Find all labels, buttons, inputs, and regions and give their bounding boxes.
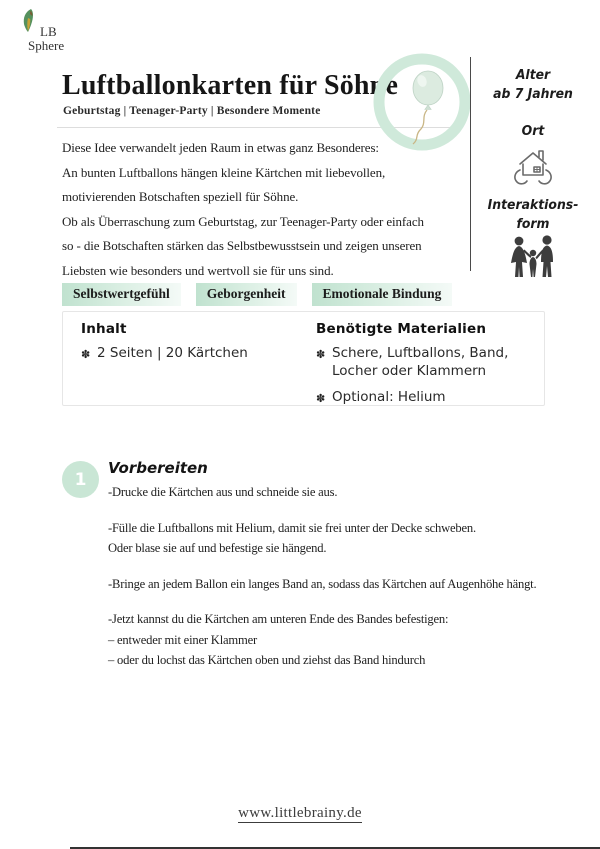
- bird-feather-icon: [20, 8, 40, 34]
- step-paragraph: [108, 574, 594, 595]
- asterisk-bullet-icon: ✽: [316, 348, 326, 361]
- page-subtitle: Geburtstag | Teenager-Party | Besondere Momente: [63, 105, 321, 117]
- interaction-label-line2: form: [516, 216, 550, 232]
- step-number-badge: 1: [62, 461, 99, 498]
- step-paragraph: [108, 609, 594, 671]
- asterisk-bullet-icon: ✽: [316, 392, 326, 405]
- materialien-item-text: Schere, Luftballons, Band, Locher oder Klammern: [332, 345, 509, 379]
- info-box-content-column: [81, 321, 306, 372]
- age-block: [474, 66, 592, 104]
- tag-chip-row: [62, 283, 452, 306]
- step-line: -Fülle die Luftballons mit Helium, damit sie frei unter der Decke schweben.: [108, 520, 476, 535]
- sidebar-divider: [470, 57, 471, 271]
- tag-emotionale-bindung: Emotionale Bindung: [312, 283, 453, 306]
- interaction-block: [474, 196, 592, 234]
- age-value: ab 7 Jahren: [493, 86, 573, 102]
- family-icon: [507, 234, 559, 288]
- inhalt-item: [81, 344, 306, 364]
- inhalt-item-text: 2 Seiten | 20 Kärtchen: [97, 345, 248, 361]
- ort-label: Ort: [521, 123, 545, 139]
- intro-line: An bunten Luftballons hängen kleine Kärtchen mit liebevollen,: [62, 164, 386, 180]
- step-line: -Drucke die Kärtchen aus und schneide sie aus.: [108, 485, 338, 499]
- info-box: [62, 311, 545, 406]
- page-title: Luftballonkarten für Söhne: [62, 70, 399, 101]
- materialien-heading: Benötigte Materialien: [316, 321, 487, 337]
- footer-link[interactable]: www.littlebrainy.de: [238, 805, 362, 821]
- tag-selbstwertgefuehl: Selbstwertgefühl: [62, 283, 181, 306]
- tag-geborgenheit: Geborgenheit: [196, 283, 297, 306]
- step-line: – oder du lochst das Kärtchen oben und ziehst das Band hindurch: [108, 653, 426, 667]
- inhalt-heading: Inhalt: [81, 321, 127, 337]
- step-line: -Jetzt kannst du die Kärtchen am unteren Ende des Bandes befestigen:: [108, 612, 449, 626]
- materialien-item-text: Optional: Helium: [332, 389, 446, 405]
- house-in-hands-icon: [509, 144, 557, 196]
- interaction-label-line1: Interaktions-: [487, 197, 579, 213]
- step-body: [108, 459, 594, 686]
- intro-line: motivierenden Botschaften speziell für Söhne.: [62, 189, 299, 204]
- step-line: -Bringe an jedem Ballon ein langes Band an, sodass das Kärtchen auf Augenhöhe hängt.: [108, 576, 537, 591]
- materialien-item: [316, 388, 534, 408]
- step-paragraph: [108, 482, 594, 503]
- logo-text-sphere: Sphere: [28, 38, 65, 53]
- age-label: Alter: [515, 67, 551, 83]
- step-paragraph: [108, 518, 594, 559]
- step-title: Vorbereiten: [108, 459, 208, 477]
- intro-paragraph: [62, 136, 424, 283]
- intro-line: Ob als Überraschung zum Geburtstag, zur Teenager-Party oder einfach: [62, 213, 424, 229]
- logo-text-lb: LB: [40, 24, 57, 39]
- footer: [0, 804, 600, 822]
- asterisk-bullet-icon: ✽: [81, 348, 91, 361]
- logo: [16, 8, 76, 58]
- step-line: Oder blase sie auf und befestige sie hängend.: [108, 541, 327, 555]
- step-line: – entweder mit einer Klammer: [108, 632, 257, 647]
- intro-line: Liebsten wie besonders und wertvoll sie für uns sind.: [62, 262, 334, 278]
- intro-line: Diese Idee verwandelt jeden Raum in etwas ganz Besonderes:: [62, 140, 379, 155]
- info-box-materials-column: [316, 321, 534, 416]
- intro-line: so - die Botschaften stärken das Selbstbewusstsein und zeigen unseren: [62, 238, 422, 253]
- materialien-item: [316, 344, 534, 380]
